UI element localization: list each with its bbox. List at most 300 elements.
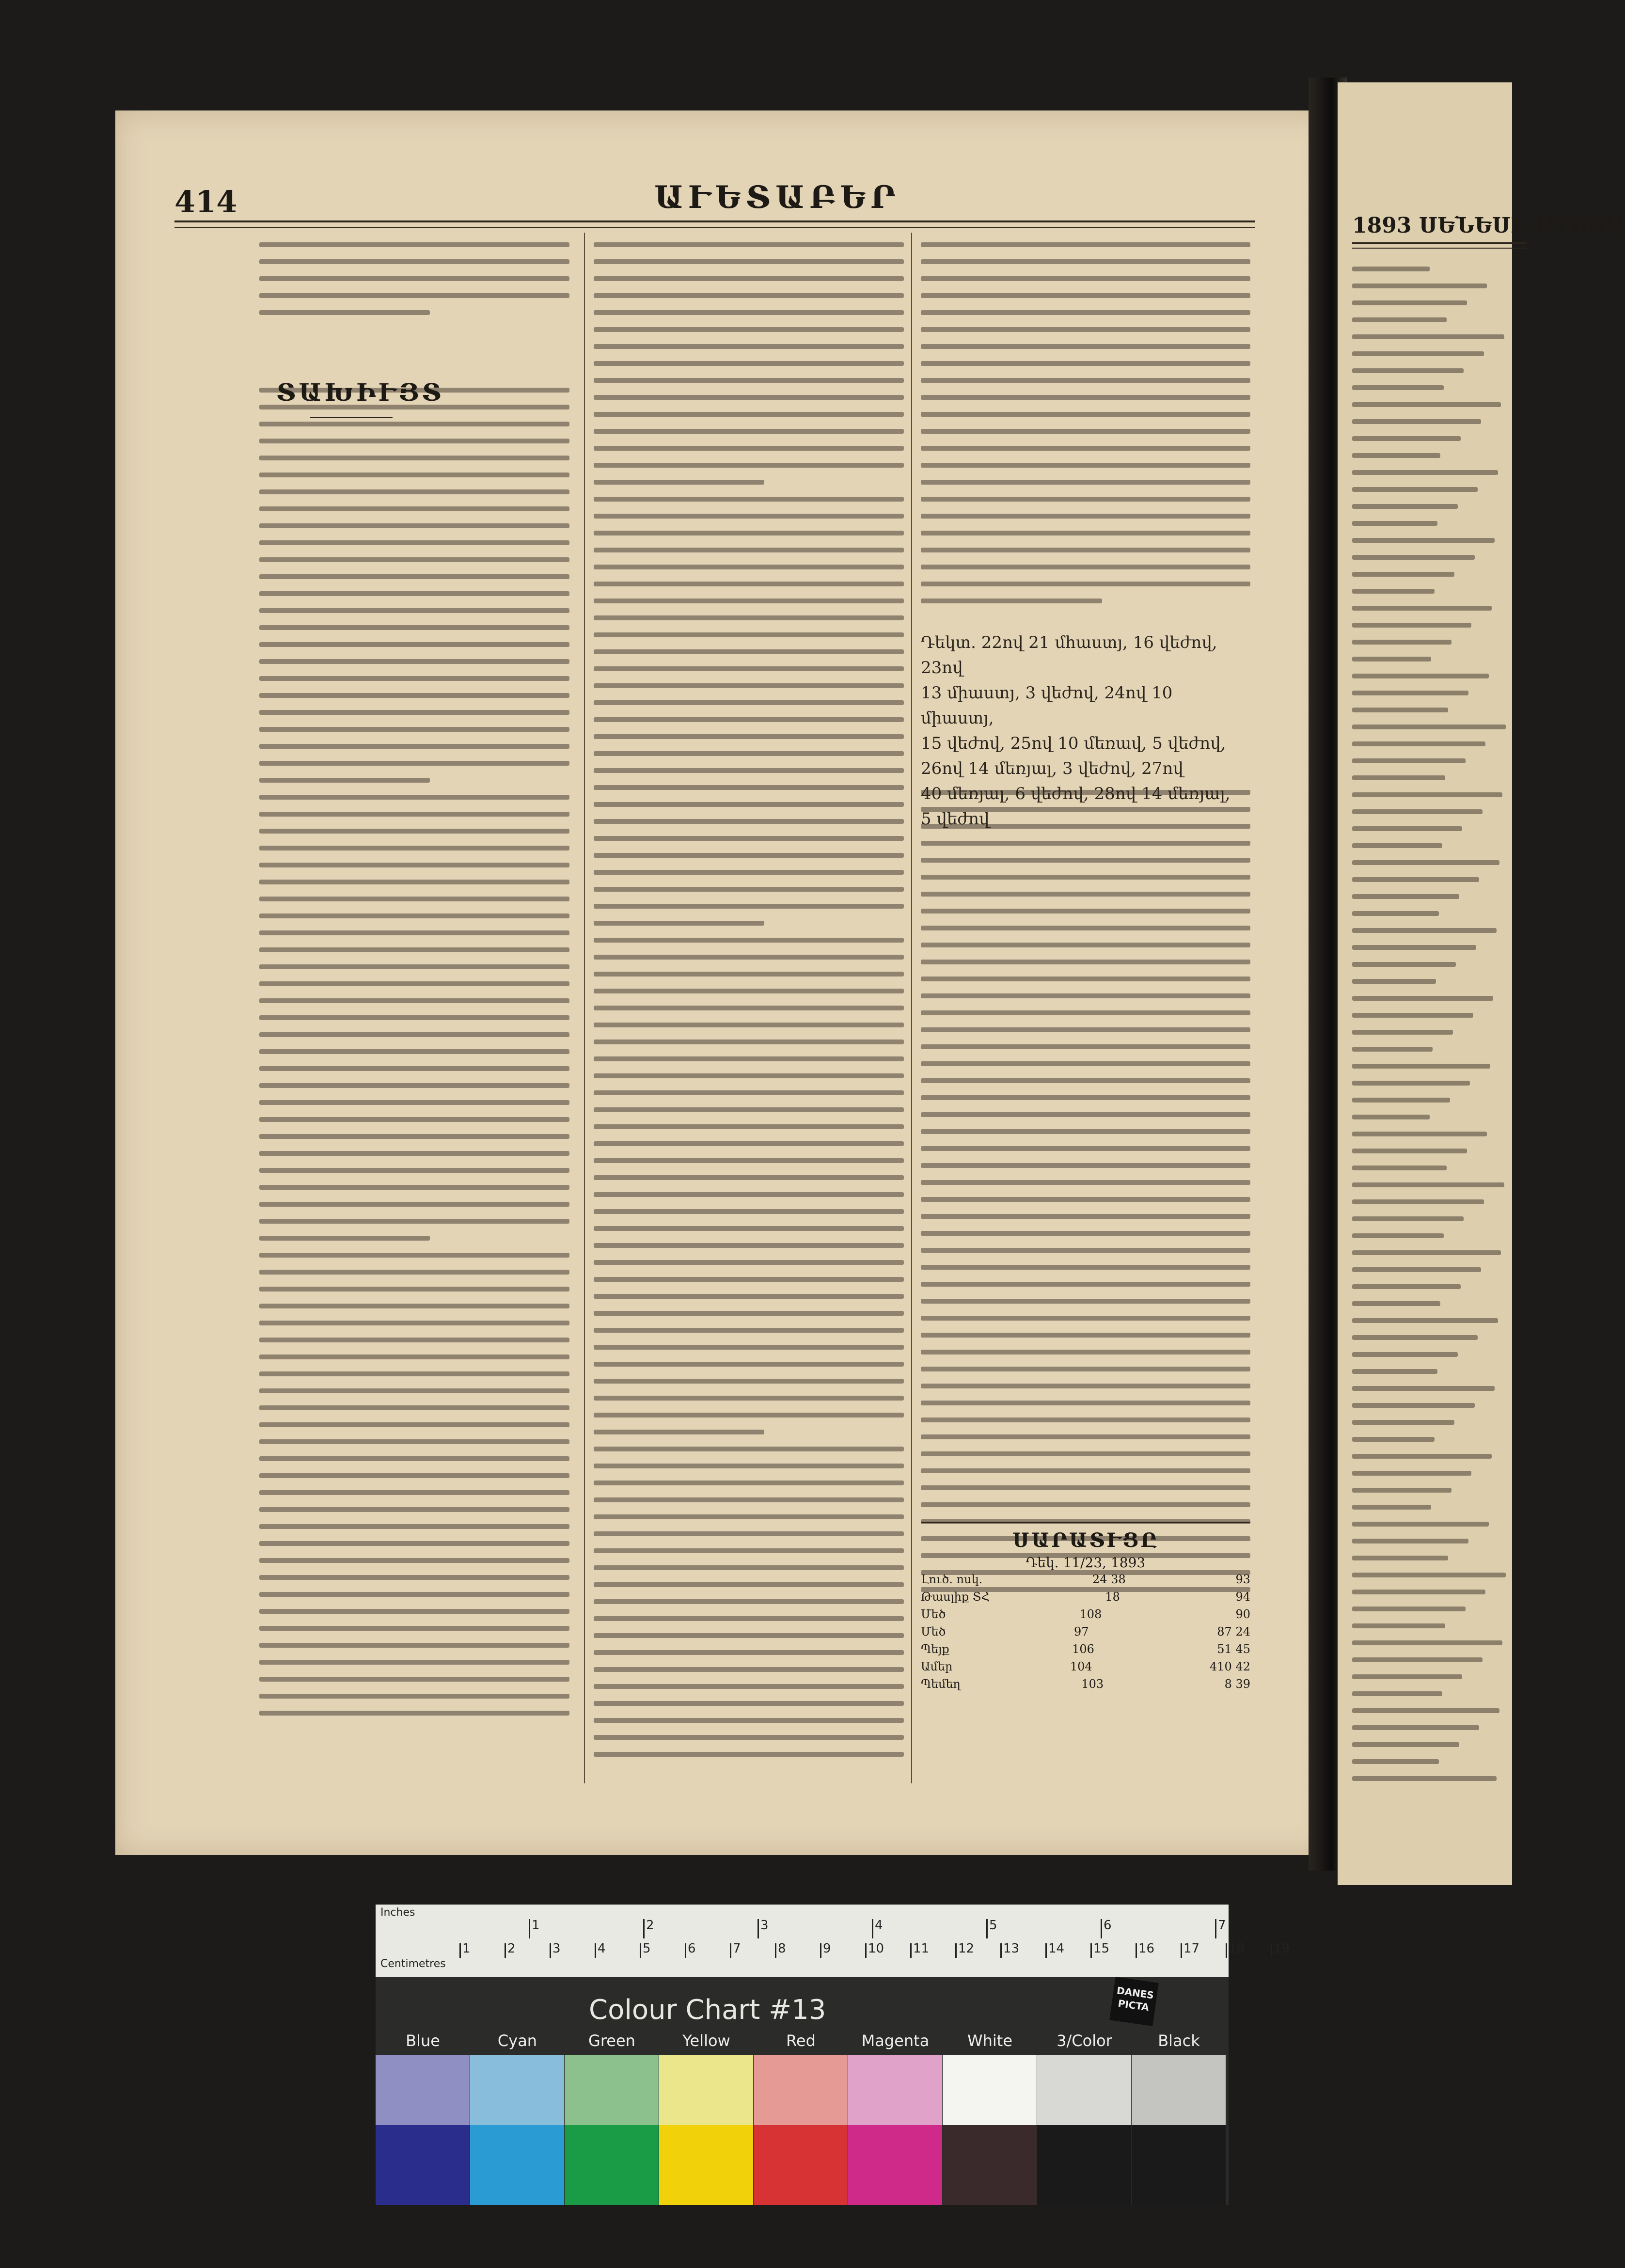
text-line — [594, 1514, 904, 1519]
text-line — [259, 1304, 569, 1308]
text-line — [921, 943, 1250, 947]
text-line — [1352, 572, 1454, 577]
text-line — [259, 1168, 569, 1173]
text-line — [594, 649, 904, 654]
text-line — [921, 1010, 1250, 1015]
text-line — [1352, 1590, 1485, 1594]
swatch-dark — [470, 2125, 564, 2205]
text-line — [921, 361, 1250, 366]
text-line — [1352, 1301, 1440, 1306]
date-report-lines — [921, 630, 1250, 832]
cm-tick — [1000, 1943, 1002, 1958]
text-line — [259, 1626, 569, 1631]
text-line — [1352, 1759, 1439, 1764]
text-line — [921, 446, 1250, 451]
text-line — [921, 1468, 1250, 1473]
text-line — [921, 1078, 1250, 1083]
swatch-dark — [659, 2125, 753, 2205]
text-line — [921, 1333, 1250, 1338]
text-line — [594, 921, 764, 926]
inch-tick — [757, 1919, 759, 1938]
text-line — [594, 1040, 904, 1044]
cm-number: 13 — [1003, 1941, 1020, 1956]
text-line — [259, 1592, 569, 1597]
text-line — [594, 666, 904, 671]
text-line — [921, 841, 1250, 846]
text-line — [1352, 1081, 1470, 1086]
text-line — [594, 836, 904, 841]
text-line — [1352, 1488, 1451, 1493]
cm-number: 16 — [1138, 1941, 1155, 1956]
market-cell-mid: 103 — [1081, 1677, 1104, 1691]
swatch-dark — [943, 2125, 1037, 2205]
swatch-label-yellow: Yellow — [682, 2032, 730, 2050]
cm-tick — [595, 1943, 596, 1958]
text-line — [921, 1112, 1250, 1117]
text-line — [259, 276, 569, 281]
cm-number: 2 — [507, 1941, 516, 1956]
text-line — [921, 480, 1250, 485]
text-line — [594, 463, 904, 468]
text-line — [921, 1197, 1250, 1202]
text-line — [1352, 792, 1502, 797]
cm-tick — [459, 1943, 461, 1958]
swatch-light — [1132, 2055, 1226, 2125]
ruler-inches-label: Inches — [380, 1906, 415, 1919]
text-line — [1352, 809, 1483, 814]
text-line — [1352, 1640, 1502, 1645]
text-line — [1352, 1030, 1453, 1035]
text-line — [259, 1388, 569, 1393]
text-line — [259, 1100, 569, 1105]
text-line — [594, 1497, 904, 1502]
text-line — [921, 1282, 1250, 1287]
swatch-light — [565, 2055, 659, 2125]
text-line — [259, 1032, 569, 1037]
text-line — [1352, 385, 1444, 390]
text-line — [1352, 843, 1442, 848]
market-cell-right: 8 39 — [1224, 1677, 1250, 1691]
text-line — [259, 422, 569, 426]
colour-chart-card — [376, 1905, 1290, 2205]
ruler-cm-label: Centimetres — [380, 1958, 446, 1970]
text-line — [259, 1473, 569, 1478]
text-line — [594, 1413, 904, 1418]
text-line — [259, 744, 569, 749]
text-line — [259, 1287, 569, 1292]
text-line — [259, 1677, 569, 1682]
text-line — [259, 1405, 569, 1410]
text-line — [259, 540, 569, 545]
text-line — [921, 1485, 1250, 1490]
date-line: 15 վեժով, 25ով 10 մեռավ, 5 վեժով, — [921, 734, 1226, 753]
text-line — [594, 1311, 904, 1316]
text-line — [1352, 1522, 1489, 1527]
text-line — [1352, 1047, 1433, 1052]
text-line — [1352, 1166, 1447, 1170]
text-line — [594, 480, 764, 485]
market-cell-right: 93 — [1235, 1573, 1250, 1586]
inch-number: 6 — [1104, 1918, 1112, 1933]
cm-tick — [1045, 1943, 1047, 1958]
text-line — [259, 456, 569, 460]
text-line — [1352, 1250, 1501, 1255]
text-line — [259, 880, 569, 884]
market-cell-left: Թասլիք ՏՀ — [921, 1590, 990, 1604]
text-line — [921, 395, 1250, 400]
market-cell-left: Ամեր — [921, 1660, 953, 1673]
text-line — [594, 1447, 904, 1451]
cm-number: 9 — [823, 1941, 831, 1956]
text-line — [1352, 402, 1501, 407]
text-line — [259, 1151, 569, 1156]
text-line — [594, 293, 904, 298]
text-line — [594, 565, 904, 569]
text-line — [1352, 945, 1476, 950]
text-line — [921, 1299, 1250, 1304]
facing-page — [1338, 82, 1625, 1885]
text-line — [1352, 1403, 1475, 1408]
date-line: 26ով 14 մեռյալ, 3 վեժով, 27ով — [921, 759, 1183, 778]
text-line — [259, 242, 569, 247]
facing-page-header: 1893 ՍԵՆԵՍԻ ԱՒԵՏԱ — [1352, 213, 1625, 238]
text-line — [259, 1083, 569, 1088]
text-line — [259, 574, 569, 579]
text-line — [259, 439, 569, 443]
column-1 — [259, 242, 569, 1728]
text-line — [594, 1531, 904, 1536]
text-line — [1352, 623, 1471, 628]
text-line — [594, 632, 904, 637]
text-line — [259, 829, 569, 834]
column-separator — [911, 233, 912, 1783]
text-line — [594, 1175, 904, 1180]
cm-tick — [955, 1943, 957, 1958]
inch-number: 1 — [532, 1918, 540, 1933]
swatch-dark — [376, 2125, 470, 2205]
market-row — [921, 1640, 1250, 1658]
text-line — [259, 1575, 569, 1580]
text-line — [594, 1006, 904, 1010]
text-line — [594, 242, 904, 247]
text-line — [259, 1694, 569, 1699]
cm-number: 12 — [958, 1941, 975, 1956]
text-line — [594, 751, 904, 756]
text-line — [259, 642, 569, 647]
date-line: 13 միաստյ, 3 վեժով, 24ով 10 միաստյ, — [921, 683, 1173, 728]
text-line — [1352, 691, 1468, 695]
text-line — [594, 1735, 904, 1740]
text-line — [259, 1507, 569, 1512]
text-line — [1352, 470, 1498, 475]
text-line — [1352, 724, 1506, 729]
text-line — [594, 446, 904, 451]
colour-chart-title: Colour Chart #13 — [589, 1994, 826, 2026]
text-line — [594, 1056, 904, 1061]
cm-number: 5 — [643, 1941, 651, 1956]
text-line — [594, 717, 904, 722]
text-line — [259, 557, 569, 562]
text-line — [594, 1633, 904, 1638]
text-line — [1352, 436, 1461, 441]
text-line — [1352, 1098, 1450, 1102]
inch-tick — [643, 1919, 645, 1938]
market-row — [921, 1606, 1250, 1623]
text-line — [594, 1124, 904, 1129]
text-line — [259, 1270, 569, 1275]
cm-tick — [775, 1943, 776, 1958]
text-line — [1352, 826, 1462, 831]
text-line — [259, 778, 430, 783]
text-line — [594, 819, 904, 824]
swatch-dark — [565, 2125, 659, 2205]
market-rule — [921, 1522, 1250, 1523]
text-line — [594, 1294, 904, 1299]
inch-tick — [986, 1919, 988, 1938]
text-line — [921, 463, 1250, 468]
text-line — [594, 1650, 904, 1655]
cm-tick — [1271, 1943, 1272, 1958]
text-line — [259, 472, 569, 477]
market-cell-left: Մեծ — [921, 1625, 946, 1638]
market-cell-left: Լուծ. ոսկ. — [921, 1573, 983, 1586]
cm-number: 18 — [1229, 1941, 1245, 1956]
inch-number: 2 — [646, 1918, 654, 1933]
text-line — [259, 998, 569, 1003]
text-line — [594, 989, 904, 993]
ruler — [376, 1905, 1290, 1977]
text-line — [1352, 1335, 1478, 1340]
column-separator — [584, 233, 585, 1783]
text-line — [1352, 1674, 1462, 1679]
text-line — [921, 1061, 1250, 1066]
text-line — [259, 310, 430, 315]
cm-tick — [1181, 1943, 1182, 1958]
text-line — [1352, 589, 1435, 594]
text-line — [921, 310, 1250, 315]
text-line — [921, 960, 1250, 964]
text-line — [259, 964, 569, 969]
column-2 — [594, 242, 904, 1769]
text-line — [259, 625, 569, 630]
market-cell-mid: 108 — [1079, 1607, 1102, 1621]
text-line — [921, 909, 1250, 914]
text-line — [594, 1752, 904, 1757]
text-line — [594, 1480, 904, 1485]
swatch-light — [659, 2055, 753, 2125]
text-line — [1352, 267, 1430, 271]
text-line — [1352, 1352, 1458, 1357]
text-line — [1352, 555, 1475, 560]
text-line — [1352, 979, 1436, 984]
text-line — [1352, 1708, 1499, 1713]
cm-tick — [550, 1943, 551, 1958]
danes-picta-logo: DANES PICTA — [1109, 1977, 1159, 2026]
cm-number: 3 — [552, 1941, 561, 1956]
text-line — [1352, 1606, 1466, 1611]
cm-number: 7 — [733, 1941, 741, 1956]
text-line — [259, 1202, 569, 1207]
text-line — [921, 875, 1250, 880]
text-line — [1352, 1199, 1484, 1204]
inch-tick — [529, 1919, 530, 1938]
swatch-label-white: White — [967, 2032, 1013, 2050]
cm-number: 1 — [462, 1941, 471, 1956]
inch-number: 4 — [875, 1918, 883, 1933]
text-line — [259, 863, 569, 867]
text-line — [259, 1185, 569, 1190]
text-line — [594, 514, 904, 519]
text-line — [921, 344, 1250, 349]
text-line — [1352, 487, 1478, 492]
text-line — [1352, 1284, 1461, 1289]
text-line — [594, 1599, 904, 1604]
text-line — [594, 1209, 904, 1214]
market-cell-mid: 97 — [1074, 1625, 1089, 1638]
text-line — [259, 947, 569, 952]
text-line — [921, 1367, 1250, 1371]
text-line — [1352, 758, 1466, 763]
text-line — [1352, 775, 1445, 780]
text-line — [259, 1321, 569, 1325]
text-line — [259, 1524, 569, 1529]
text-line — [594, 429, 904, 434]
text-line — [594, 700, 904, 705]
page-number: 414 — [174, 184, 237, 220]
text-line — [1352, 741, 1485, 746]
text-line — [921, 412, 1250, 417]
swatch-label-magenta: Magenta — [861, 2032, 930, 2050]
text-line — [921, 1265, 1250, 1270]
text-line — [259, 1490, 569, 1495]
text-line — [259, 710, 569, 715]
market-row — [921, 1623, 1250, 1640]
facing-page-rule — [1352, 242, 1527, 249]
text-line — [259, 676, 569, 681]
text-line — [594, 1023, 904, 1027]
text-line — [594, 361, 904, 366]
text-line — [1352, 1623, 1445, 1628]
text-line — [1352, 1182, 1504, 1187]
text-line — [921, 1384, 1250, 1388]
inch-tick — [1215, 1919, 1216, 1938]
cm-tick — [1226, 1943, 1227, 1958]
market-report — [921, 1522, 1250, 1693]
inch-tick — [1101, 1919, 1102, 1938]
cm-number: 14 — [1048, 1941, 1065, 1956]
text-line — [259, 1456, 569, 1461]
column-3 — [921, 242, 1250, 1604]
text-line — [594, 582, 904, 586]
swatch-label-cyan: Cyan — [497, 2032, 537, 2050]
text-line — [594, 1701, 904, 1706]
text-line — [1352, 894, 1459, 899]
text-line — [1352, 334, 1504, 339]
swatch-label-blue: Blue — [406, 2032, 440, 2050]
text-line — [259, 608, 569, 613]
text-line — [259, 1219, 569, 1224]
text-line — [1352, 1505, 1431, 1510]
text-line — [1352, 877, 1479, 882]
text-line — [921, 548, 1250, 552]
inch-number: 7 — [1218, 1918, 1226, 1933]
inch-tick — [872, 1919, 873, 1938]
market-cell-right: 94 — [1235, 1590, 1250, 1604]
text-line — [594, 683, 904, 688]
text-line — [594, 1090, 904, 1095]
cm-number: 8 — [778, 1941, 786, 1956]
cm-tick — [865, 1943, 867, 1958]
text-line — [921, 976, 1250, 981]
text-line — [1352, 453, 1440, 458]
market-row — [921, 1675, 1250, 1693]
text-line — [1352, 928, 1497, 933]
text-line — [1352, 1386, 1495, 1391]
cm-number: 11 — [913, 1941, 930, 1956]
text-line — [1352, 606, 1492, 611]
text-line — [1352, 1420, 1454, 1425]
text-line — [921, 1248, 1250, 1253]
text-line — [1352, 300, 1467, 305]
cm-number: 17 — [1183, 1941, 1200, 1956]
text-line — [921, 1316, 1250, 1321]
text-line — [921, 1146, 1250, 1151]
text-line — [259, 897, 569, 901]
text-line — [594, 259, 904, 264]
cm-tick — [820, 1943, 821, 1958]
text-line — [1352, 1149, 1467, 1153]
text-line — [594, 1430, 764, 1434]
text-line — [921, 993, 1250, 998]
market-title: ՍԱՐԱՏՒՑԸ — [1012, 1529, 1159, 1552]
text-line — [1352, 317, 1447, 322]
swatch-light — [1037, 2055, 1131, 2125]
text-line — [259, 914, 569, 918]
text-line — [594, 1582, 904, 1587]
text-line — [259, 1338, 569, 1342]
text-line — [594, 1107, 904, 1112]
text-line — [1352, 1725, 1479, 1730]
text-line — [594, 1565, 904, 1570]
market-cell-right: 90 — [1235, 1607, 1250, 1621]
swatch-label-red: Red — [786, 2032, 816, 2050]
text-line — [594, 1379, 904, 1384]
text-line — [594, 1464, 904, 1468]
text-line — [1352, 996, 1493, 1001]
text-line — [259, 523, 569, 528]
text-line — [594, 785, 904, 790]
cm-tick — [910, 1943, 912, 1958]
text-line — [594, 1667, 904, 1672]
cm-number: 15 — [1093, 1941, 1110, 1956]
text-line — [921, 531, 1250, 536]
section-title: ՏԱԽԻՒՅՏ — [276, 378, 444, 407]
text-line — [1352, 521, 1437, 526]
text-line — [1352, 860, 1499, 865]
text-line — [594, 1260, 904, 1265]
text-line — [594, 378, 904, 383]
swatch-dark — [848, 2125, 942, 2205]
text-line — [259, 1134, 569, 1139]
text-line — [921, 1027, 1250, 1032]
text-line — [259, 1422, 569, 1427]
text-line — [594, 955, 904, 960]
text-line — [1352, 1064, 1490, 1069]
text-line — [594, 1277, 904, 1282]
swatch-light — [470, 2055, 564, 2125]
text-line — [921, 858, 1250, 863]
text-line — [594, 1548, 904, 1553]
